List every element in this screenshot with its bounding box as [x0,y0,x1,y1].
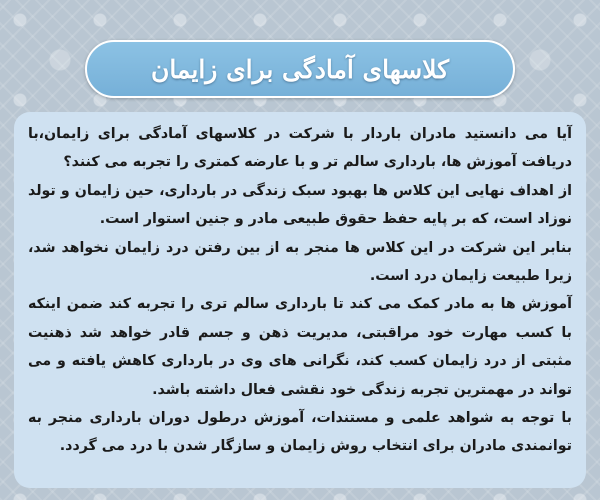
paragraph-intro: آیا می دانستید مادران باردار با شرکت در کلاسهای آمادگی برای زایمان،با دریافت آموزش ها، بارداری سالم تر و با عارضه کمتری را تجربه می کنند؟ [28,126,572,171]
page-title: کلاسهای آمادگی برای زایمان [150,54,450,84]
paragraph-goals: از اهداف نهایی این کلاس ها بهبود سبک زندگی در بارداری، حین زایمان و تولد نوزاد است، که بر پایه حفظ حقوق طبیعی مادر و جنین استوار است. [28,182,572,228]
paragraph-pain: بنابر این شرکت در این کلاس ها منجر به از بین رفتن درد زایمان نخواهد شد، زیرا طبیعت زایمان درد است. [28,239,572,285]
paragraph-benefits: آموزش ها به مادر کمک می کند تا بارداری سالم تری را تجربه کند ضمن اینکه با کسب مهارت خود مراقبتی، مدیریت ذهن و جسم قادر خواهد شد ذهنیت مثبتی از درد زایمان کسب کند، نگرانی های وی در بارداری کاهش یافته و می تواند در مهمترین تجربه زندگی خود نقشی فعال داشته باشد. [28,296,572,398]
content-panel [14,112,586,488]
paragraph-evidence: با توجه به شواهد علمی و مستندات، آموزش درطول دوران بارداری منجر به توانمندی مادران برای انتخاب روش زایمان و سازگار شدن با درد می گردد. [28,410,572,455]
title-banner [85,40,515,98]
